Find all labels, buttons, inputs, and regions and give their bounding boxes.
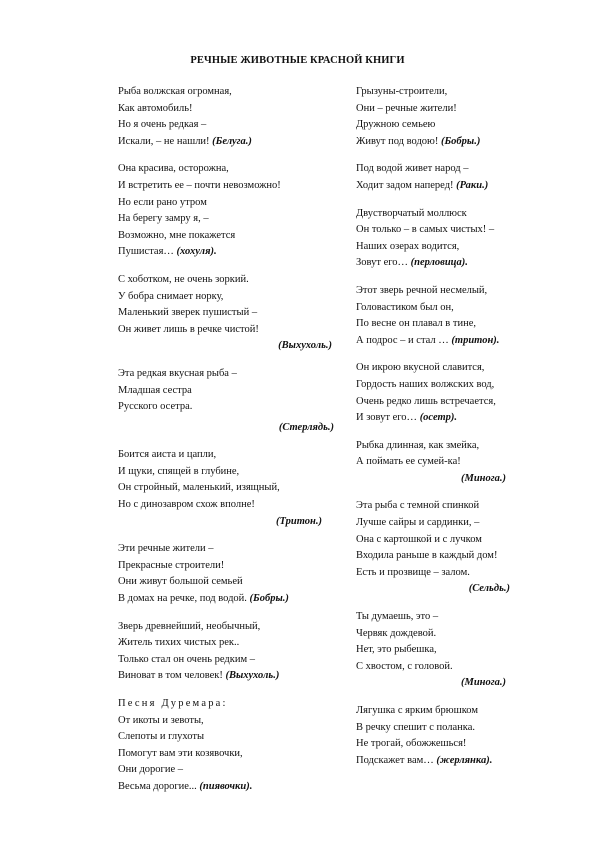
riddle-line: Он живет лишь в речке чистой! xyxy=(118,323,259,335)
riddle-line xyxy=(356,753,546,770)
riddle-text: А подрос – и стал … xyxy=(356,334,449,346)
riddle-line: Грызуны-строители, xyxy=(356,86,448,97)
riddle-line: Червяк дождевой. xyxy=(356,627,437,639)
riddle-answer: (Стерлядь.) xyxy=(278,421,334,433)
riddle-line: Боится аиста и цапли, xyxy=(118,449,217,461)
riddle-line: Эта рыба с темной спинкой xyxy=(356,500,480,512)
riddle-stanza xyxy=(118,366,338,436)
riddle-stanza xyxy=(356,161,546,194)
left-column xyxy=(118,84,338,807)
riddle-text: Весьма дорогие... xyxy=(118,780,197,792)
riddle-line: Входила раньше в каждый дом! xyxy=(356,550,498,562)
riddle-text: И зовут его… xyxy=(356,412,418,424)
riddle-answer: (Бобры.) xyxy=(249,593,289,605)
riddle-line: И щуки, спящей в глубине, xyxy=(118,465,240,477)
riddle-line xyxy=(118,591,338,608)
riddle-line: Двустворчатый моллюск xyxy=(356,207,467,219)
riddle-line: Нет, это рыбешка, xyxy=(356,644,437,656)
riddle-line: Только стал он очень редким – xyxy=(118,653,256,665)
riddle-line: Они дорогие – xyxy=(118,764,183,776)
riddle-line: А поймать ее сумей-ка! xyxy=(356,456,461,468)
riddle-line: Ты думаешь, это – xyxy=(356,611,439,623)
riddle-answer: (перловица). xyxy=(410,257,468,269)
riddle-line xyxy=(356,333,546,350)
riddle-line: Как автомобиль! xyxy=(118,102,193,114)
riddle-answer-line xyxy=(356,675,546,692)
riddle-text: Пушистая… xyxy=(118,246,174,258)
riddle-line: Младшая сестра xyxy=(118,384,192,396)
riddle-line: Очень редко лишь встречается, xyxy=(356,395,496,407)
riddle-line: Гордость наших волжских вод, xyxy=(356,378,495,390)
riddle-answer-line xyxy=(118,338,338,355)
riddle-stanza xyxy=(118,619,338,685)
riddle-line xyxy=(356,134,546,151)
riddle-line: Прекрасные строители! xyxy=(118,559,225,571)
riddle-text: Живут под водою! xyxy=(356,135,439,147)
riddle-answer: (осетр). xyxy=(419,412,458,424)
riddle-answer: (Белуга.) xyxy=(212,135,252,147)
riddle-stanza xyxy=(118,272,338,355)
riddle-text: В домах на речке, под водой. xyxy=(118,593,247,605)
riddle-stanza xyxy=(356,703,546,769)
riddle-stanza xyxy=(356,283,546,349)
riddle-line: Помогут вам эти козявочки, xyxy=(118,747,243,759)
riddle-stanza xyxy=(118,696,338,796)
riddle-line: Но я очень редкая – xyxy=(118,119,207,131)
riddle-line: Зверь древнейший, необычный, xyxy=(118,620,261,632)
riddle-line: С хоботком, не очень зоркий. xyxy=(118,273,249,285)
riddle-line: Он икрою вкусной славится, xyxy=(356,362,485,374)
page-title: РЕЧНЫЕ ЖИВОТНЫЕ КРАСНОЙ КНИГИ xyxy=(190,55,405,66)
riddle-answer-line xyxy=(356,471,546,488)
riddle-answer: (жерлянка). xyxy=(436,754,493,766)
riddle-line: Она с картошкой и с лучком xyxy=(356,533,482,545)
riddle-answer: (Бобры.) xyxy=(441,135,481,147)
riddle-line: Житель тихих чистых рек.. xyxy=(118,637,240,649)
right-column xyxy=(356,84,546,780)
riddle-line xyxy=(356,255,546,272)
riddle-line xyxy=(356,178,546,195)
riddle-line: Он только – в самых чистых! – xyxy=(356,224,495,236)
riddle-line: Они живут большой семьей xyxy=(118,576,243,588)
riddle-line: В речку спешит с поланка. xyxy=(356,721,476,733)
riddle-line: И встретить ее – почти невозможно! xyxy=(118,179,281,191)
riddle-line: От икоты и зевоты, xyxy=(118,714,204,726)
riddle-line: Слепоты и глухоты xyxy=(118,731,205,743)
riddle-line: Эти речные жители – xyxy=(118,543,214,555)
riddle-answer: (Раки.) xyxy=(456,179,489,191)
song-heading: Песня Дуремара: xyxy=(118,698,228,709)
riddle-line: С хвостом, с головой. xyxy=(356,660,453,672)
riddle-line: Возможно, мне покажется xyxy=(118,229,236,241)
riddle-stanza xyxy=(356,206,546,272)
riddle-line: Дружною семьею xyxy=(356,119,436,131)
riddle-answer: (Сельдь.) xyxy=(468,583,510,595)
riddle-answer: (пиявочки). xyxy=(199,780,253,792)
riddle-line xyxy=(356,410,546,427)
riddle-line: Наших озерах водится, xyxy=(356,240,460,252)
riddle-line: На берегу замру я, – xyxy=(118,213,209,225)
riddle-answer: (Выхухоль.) xyxy=(225,670,280,682)
riddle-line: Есть и прозвище – залом. xyxy=(356,566,470,578)
riddle-line: Под водой живет народ – xyxy=(356,163,469,175)
riddle-line: Они – речные жители! xyxy=(356,102,457,114)
riddle-answer: (Тритон.) xyxy=(276,515,322,527)
riddle-line: Он стройный, маленький, изящный, xyxy=(118,482,280,494)
riddle-line: Но если рано утром xyxy=(118,196,207,208)
riddle-stanza xyxy=(356,438,546,488)
riddle-answer-line xyxy=(118,514,338,531)
riddle-answer-line xyxy=(356,581,546,598)
riddle-line xyxy=(118,668,338,685)
riddle-stanza xyxy=(118,84,338,150)
riddle-text: Виноват в том человек! xyxy=(118,670,223,682)
riddle-line: Она красива, осторожна, xyxy=(118,163,229,175)
riddle-text: Подскажет вам… xyxy=(356,754,434,766)
riddle-line: Лучше сайры и сардинки, – xyxy=(356,517,480,529)
riddle-line xyxy=(118,244,338,261)
riddle-line: Головастиком был он, xyxy=(356,301,454,313)
riddle-line: У бобра снимает норку, xyxy=(118,290,224,302)
riddle-line: Не трогай, обожжешься! xyxy=(356,738,467,750)
riddle-line: Но с динозавром схож вполне! xyxy=(118,499,255,511)
riddle-answer: (хохуля). xyxy=(176,246,217,258)
riddle-answer: (Минога.) xyxy=(461,472,506,484)
riddle-line: Рыбка длинная, как змейка, xyxy=(356,439,480,451)
riddle-line: Лягушка с ярким брюшком xyxy=(356,705,478,716)
riddle-line: Русского осетра. xyxy=(118,401,193,413)
riddle-line xyxy=(118,779,338,796)
riddle-line: Эта редкая вкусная рыба – xyxy=(118,367,237,379)
riddle-answer-line xyxy=(118,420,338,437)
riddle-stanza xyxy=(356,609,546,692)
riddle-stanza xyxy=(356,498,546,598)
riddle-line: Рыба волжская огромная, xyxy=(118,86,232,97)
riddle-answer: (Выхухоль.) xyxy=(278,340,332,352)
riddle-line: Этот зверь речной несмелый, xyxy=(356,284,488,296)
riddle-line: Маленький зверек пушистый – xyxy=(118,307,258,319)
riddle-stanza xyxy=(118,541,338,607)
riddle-text: Зовут его… xyxy=(356,257,409,269)
riddle-stanza xyxy=(118,161,338,261)
riddle-stanza xyxy=(356,360,546,426)
riddle-line: По весне он плавал в тине, xyxy=(356,318,476,330)
riddle-text: Ходит задом наперед! xyxy=(356,179,454,191)
riddle-answer: (тритон). xyxy=(451,334,500,346)
riddle-stanza xyxy=(118,447,338,530)
riddle-stanza xyxy=(356,84,546,150)
riddle-line xyxy=(118,134,338,151)
riddle-text: Искали, – не нашли! xyxy=(118,135,210,147)
riddle-answer: (Минога.) xyxy=(461,677,506,689)
